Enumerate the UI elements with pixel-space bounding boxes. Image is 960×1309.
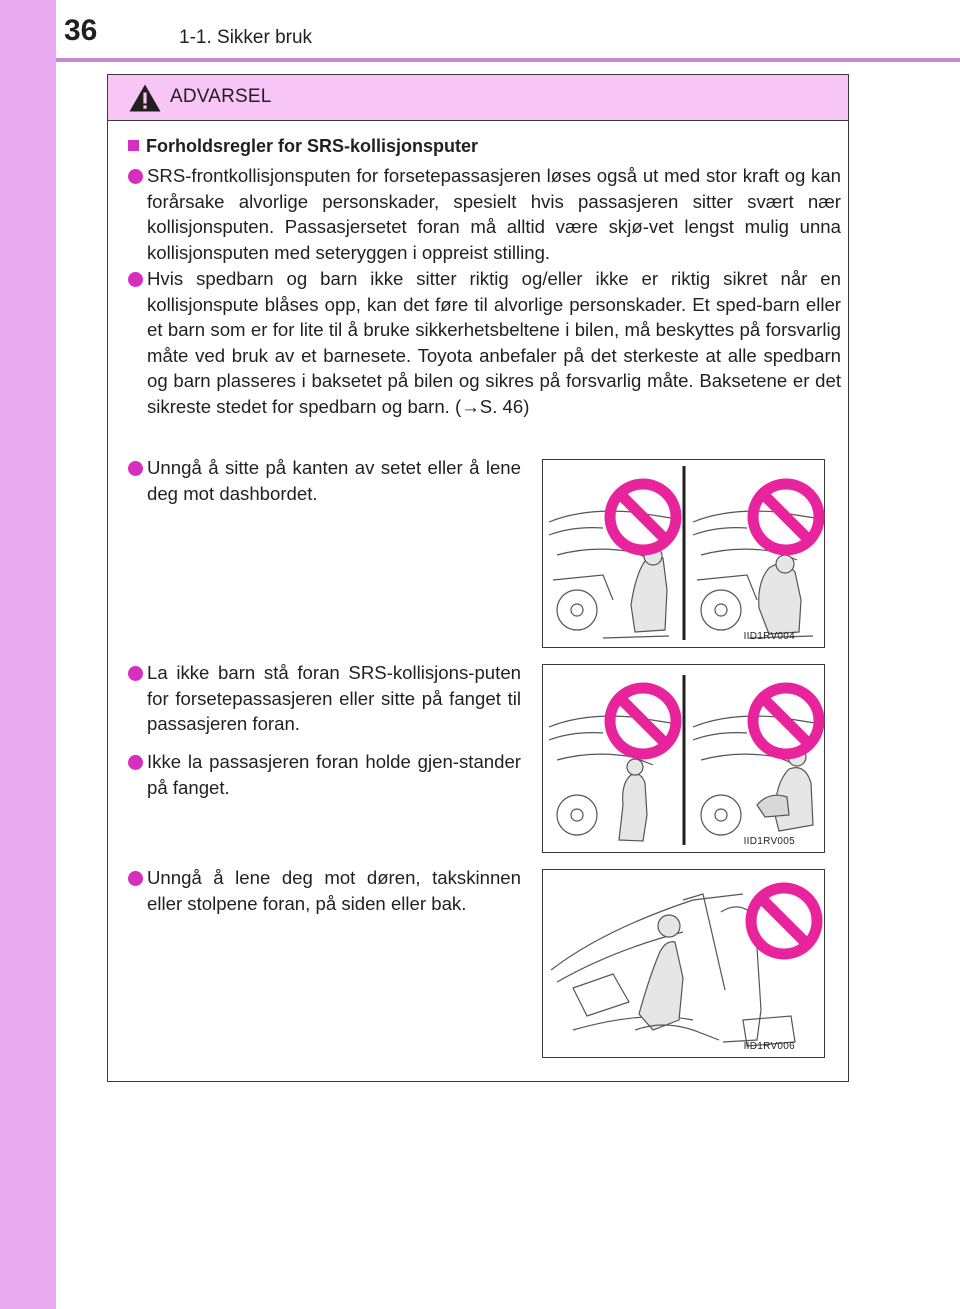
illustration-leaning-door bbox=[542, 869, 825, 1058]
bullet-item bbox=[147, 266, 841, 419]
bullet-item bbox=[147, 749, 521, 800]
bullet-dot-icon bbox=[128, 169, 143, 184]
illustration-leaning-dashboard bbox=[542, 459, 825, 648]
section-title: 1-1. Sikker bruk bbox=[179, 27, 313, 48]
bullet-item bbox=[147, 865, 521, 916]
illustration-code: IID1RV004 bbox=[743, 631, 795, 642]
warning-box bbox=[107, 74, 849, 1082]
illustration-child-standing bbox=[542, 664, 825, 853]
bullet-dot-icon bbox=[128, 871, 143, 886]
bullet-text: SRS-frontkollisjonsputen for forsetepassasjeren løses også ut med stor kraft og kan forårsake alvorlige personskader, spesielt hvis passasjeren sitter svært nær kollisjonsputen. Passasjersetet foran må alltid være skjø-vet lengst mulig unna kollisjonsputen med seteryggen i oppreist stilling. bbox=[147, 165, 841, 263]
bullet-text: La ikke barn stå foran SRS-kollisjons-puten for forsetepassasjeren eller sitte på fanget til passasjeren foran. bbox=[147, 662, 521, 734]
bullet-dot-icon bbox=[128, 755, 143, 770]
interior-drawing bbox=[543, 460, 826, 649]
header-rule bbox=[56, 58, 960, 62]
bullet-dot-icon bbox=[128, 272, 143, 287]
prohibition-icon bbox=[751, 888, 817, 954]
warning-triangle-icon bbox=[128, 83, 162, 113]
bullet-text: Unngå å lene deg mot døren, takskinnen eller stolpene foran, på siden eller bak. bbox=[147, 867, 521, 914]
bullet-text: Ikke la passasjeren foran holde gjen-stander på fanget. bbox=[147, 751, 521, 798]
bullet-item bbox=[147, 163, 841, 265]
bullet-dot-icon bbox=[128, 666, 143, 681]
interior-drawing bbox=[543, 870, 826, 1059]
warning-title: ADVARSEL bbox=[170, 86, 272, 107]
illustration-code: IID1RV005 bbox=[743, 836, 795, 847]
prohibition-icon bbox=[610, 688, 676, 754]
square-bullet-icon bbox=[128, 140, 139, 151]
subheading-text: Forholdsregler for SRS-kollisjonsputer bbox=[146, 136, 479, 156]
bullet-text: Unngå å sitte på kanten av setet eller å lene deg mot dashbordet. bbox=[147, 457, 521, 504]
warning-subheading bbox=[128, 136, 478, 157]
bullet-text: Hvis spedbarn og barn ikke sitter riktig og/eller ikke er riktig sikret når en kollisjonspute blåses opp, kan det føre til alvorlige personskader. Et sped-barn eller et barn som er for lite til å bruke sikkerhetsbeltene i bilen, må beskyttes på forsvarlig måte ved bruk av et barnesete. Toyota anbefaler på det sterkeste at alle spedbarn og barn plasseres i baksetet på bilen og sikres på forsvarlig måte. Baksetene er det sikreste stedet for spedbarn og barn. (→S. 46) bbox=[147, 268, 841, 417]
bullet-item bbox=[147, 660, 521, 737]
bullet-dot-icon bbox=[128, 461, 143, 476]
illustration-code: IID1RV006 bbox=[743, 1041, 795, 1052]
side-color-bar bbox=[0, 0, 56, 1309]
bullet-item bbox=[147, 455, 521, 506]
interior-drawing bbox=[543, 665, 826, 854]
warning-header bbox=[108, 75, 848, 121]
prohibition-icon bbox=[753, 688, 819, 754]
page-number: 36 bbox=[64, 14, 98, 47]
